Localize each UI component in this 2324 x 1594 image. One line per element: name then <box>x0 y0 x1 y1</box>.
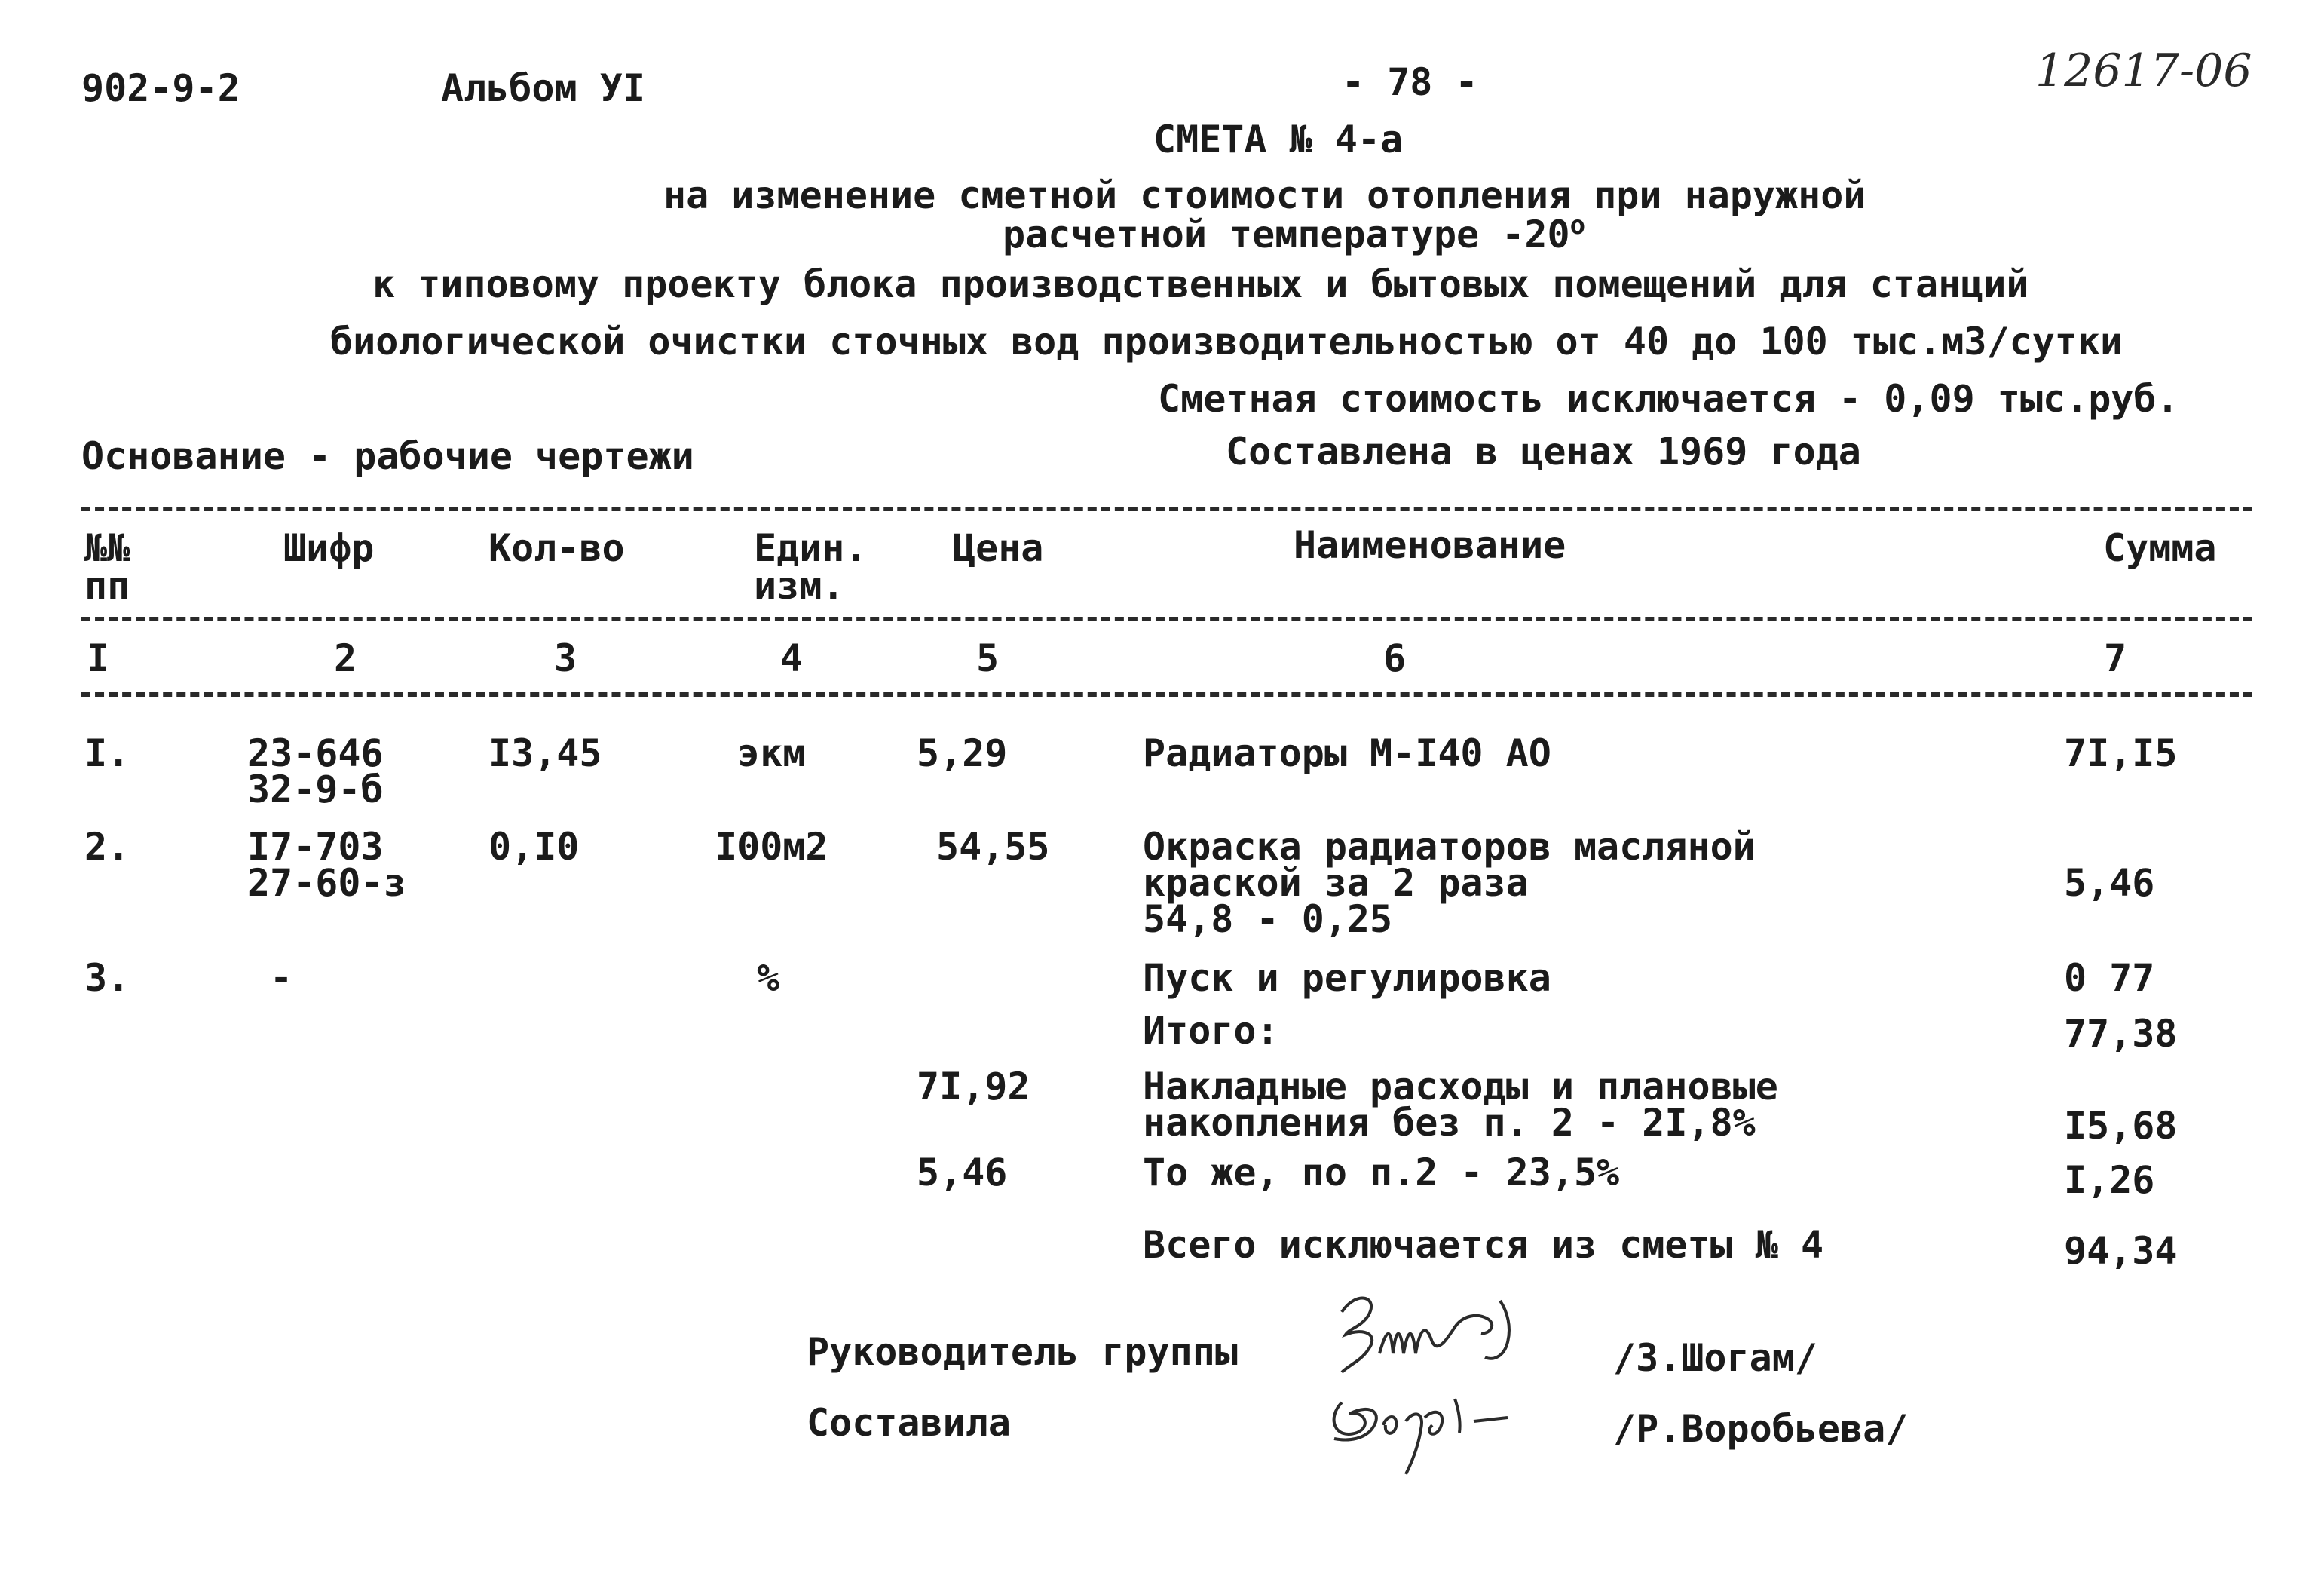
title-line-3: к типовому проекту блока производственных и бытовых помещений для станций <box>372 262 2029 306</box>
total-sum: 77,38 <box>2064 1012 2178 1056</box>
row-name: Окраска радиаторов масляной <box>1143 825 1756 869</box>
row-price: 5,29 <box>917 731 1008 775</box>
row-sum: 7I,I5 <box>2064 731 2178 775</box>
row-qty: I3,45 <box>488 731 602 775</box>
header-qty: Кол-во <box>488 526 625 570</box>
colnum-3: 3 <box>553 636 577 680</box>
row-qty: 0,I0 <box>488 825 580 869</box>
header-name: Наименование <box>1294 523 1566 567</box>
row-code-2: 27-60-з <box>247 861 406 905</box>
row-code: I7-703 <box>247 825 384 869</box>
header-num-2: пп <box>84 564 130 608</box>
same-sum: I,26 <box>2064 1158 2155 1202</box>
album-label: Альбом УI <box>441 66 645 110</box>
overhead-base: 7I,92 <box>917 1065 1030 1108</box>
title-line-2-text: расчетной температуре -20 <box>1003 213 1570 256</box>
title-line-2 <box>1003 210 1586 256</box>
cost-excluded: Сметная стоимость исключается - 0,09 тыс.руб. <box>1158 377 2179 421</box>
title-line-1: на изменение сметной стоимости отопления при наружной <box>663 173 1866 217</box>
header-num: №№ <box>84 526 130 570</box>
row-num: 2. <box>84 825 130 869</box>
same-label: То же, по п.2 - 23,5% <box>1143 1151 1620 1194</box>
grand-total-label: Всего исключается из сметы № 4 <box>1143 1223 1824 1267</box>
colnum-5: 5 <box>975 636 1000 680</box>
header-unit: Един. <box>754 526 868 570</box>
total-label: Итого: <box>1143 1009 1279 1053</box>
row-sum: 0 77 <box>2064 956 2155 1000</box>
colnum-2: 2 <box>333 636 357 680</box>
handwritten-signature-2 <box>1312 1357 1553 1478</box>
name-group-leader: /З.Шогам/ <box>1613 1336 1817 1380</box>
row-name: Радиаторы М-I40 АО <box>1143 731 1551 775</box>
row-unit: % <box>757 956 780 1000</box>
row-code-2: 32-9-б <box>247 768 384 811</box>
row-unit: экм <box>737 731 806 775</box>
title-line-4: биологической очистки сточных вод производительностью от 40 до 100 тыс.м3/сутки <box>330 320 2123 363</box>
row-name: Пуск и регулировка <box>1143 956 1551 1000</box>
smeta-title: СМЕТА № 4-а <box>1153 118 1404 161</box>
grand-total-sum: 94,34 <box>2064 1229 2178 1273</box>
header-price: Цена <box>953 526 1044 570</box>
row-sum: 5,46 <box>2064 861 2155 905</box>
row-price: 54,55 <box>936 825 1050 869</box>
overhead-label: Накладные расходы и плановые <box>1143 1065 1778 1108</box>
overhead-sum: I5,68 <box>2064 1104 2178 1148</box>
row-unit: I00м2 <box>715 825 828 869</box>
role-compiler: Составила <box>807 1401 1011 1445</box>
header-sum: Сумма <box>2103 526 2217 570</box>
same-base: 5,46 <box>917 1151 1008 1194</box>
colnum-4: 4 <box>779 636 804 680</box>
overhead-label-2: накопления без п. 2 - 2I,8% <box>1143 1101 1756 1145</box>
handwritten-number: 12617-06 <box>2035 44 2252 97</box>
colnum-6: 6 <box>1382 636 1407 680</box>
name-compiler: /Р.Воробьева/ <box>1613 1407 1909 1451</box>
colnum-1: I <box>86 636 110 680</box>
table-rule-top <box>81 507 2252 511</box>
page-number: - 78 - <box>1342 60 1478 104</box>
table-rule-colnums <box>81 692 2252 697</box>
row-name-3: 54,8 - 0,25 <box>1143 897 1393 941</box>
basis: Основание - рабочие чертежи <box>81 434 694 478</box>
header-code: Шифр <box>283 526 375 570</box>
row-num: I. <box>84 731 130 775</box>
document-code: 902-9-2 <box>81 66 240 110</box>
colnum-7: 7 <box>2103 636 2127 680</box>
table-rule-header <box>81 617 2252 621</box>
row-code: - <box>270 956 293 1000</box>
role-group-leader: Руководитель группы <box>807 1330 1238 1374</box>
price-level: Составлена в ценах 1969 года <box>1226 430 1861 474</box>
degree-mark: о <box>1569 210 1586 241</box>
header-unit-2: изм. <box>754 564 845 608</box>
row-name-2: краской за 2 раза <box>1143 861 1529 905</box>
row-code: 23-646 <box>247 731 384 775</box>
row-num: 3. <box>84 956 130 1000</box>
